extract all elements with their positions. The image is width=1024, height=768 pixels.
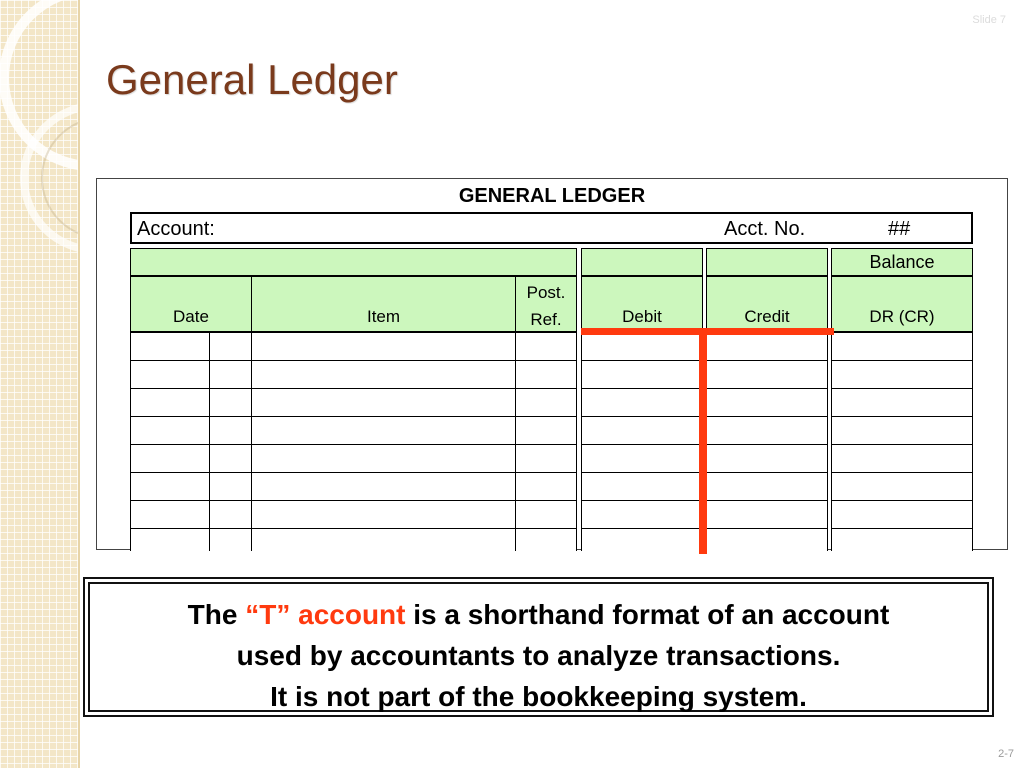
header-item-label: Item xyxy=(366,307,401,326)
callout-line1-post: is a shorthand format of an account xyxy=(405,599,890,630)
callout-line3: It is not part of the bookkeeping system. xyxy=(270,681,807,712)
cell-balance xyxy=(831,332,973,361)
header-post-ref-label xyxy=(516,279,576,333)
cell-date-month xyxy=(130,416,210,445)
cell-credit xyxy=(706,360,828,389)
cell-post-ref xyxy=(515,388,577,417)
cell-item xyxy=(251,416,516,445)
cell-balance xyxy=(831,500,973,529)
header-date-label: Date xyxy=(173,307,209,326)
cell-date-day xyxy=(209,528,252,551)
callout-line1-pre: The xyxy=(187,599,246,630)
cell-date-month xyxy=(130,360,210,389)
callout-line2: used by accountants to analyze transactions. xyxy=(236,640,841,671)
cell-debit xyxy=(581,360,703,389)
header-credit-label: Credit xyxy=(744,307,790,326)
cell-credit xyxy=(706,472,828,501)
ledger-grid xyxy=(97,179,1007,549)
decorative-circles xyxy=(0,0,78,768)
slide-title: General Ledger xyxy=(106,56,398,103)
header-debit-label: Debit xyxy=(622,307,662,326)
cell-item xyxy=(251,472,516,501)
page-number: 2-7 xyxy=(998,748,1014,760)
cell-balance xyxy=(831,360,973,389)
cell-balance xyxy=(831,472,973,501)
cell-item xyxy=(251,360,516,389)
callout-accent-term: “T” account xyxy=(245,599,406,630)
cell-debit xyxy=(581,444,703,473)
cell-credit xyxy=(706,444,828,473)
cell-credit xyxy=(706,500,828,529)
t-account-horizontal-bar xyxy=(581,328,834,335)
header-balance-label: DR (CR) xyxy=(869,307,935,326)
cell-date-month xyxy=(130,332,210,361)
cell-post-ref xyxy=(515,360,577,389)
cell-debit xyxy=(581,332,703,361)
callout-box xyxy=(83,577,994,717)
general-ledger-form xyxy=(96,178,1008,550)
cell-debit xyxy=(581,472,703,501)
cell-post-ref xyxy=(515,472,577,501)
cell-debit xyxy=(581,500,703,529)
cell-post-ref xyxy=(515,528,577,551)
cell-date-day xyxy=(209,472,252,501)
cell-post-ref xyxy=(515,500,577,529)
cell-post-ref xyxy=(515,332,577,361)
cell-date-day xyxy=(209,332,252,361)
balance-row-spacer xyxy=(130,248,577,276)
cell-date-month xyxy=(130,472,210,501)
cell-date-month xyxy=(130,388,210,417)
balance-label-cell xyxy=(831,248,973,276)
ledger-heading: GENERAL LEDGER xyxy=(458,185,646,207)
cell-date-month xyxy=(130,500,210,529)
header-date xyxy=(130,276,252,332)
header-item xyxy=(251,276,516,332)
t-account-vertical-bar xyxy=(699,332,707,554)
cell-balance xyxy=(831,444,973,473)
cell-date-day xyxy=(209,444,252,473)
cell-date-day xyxy=(209,416,252,445)
cell-credit xyxy=(706,332,828,361)
header-debit xyxy=(581,276,703,332)
balance-row-credit-spacer xyxy=(706,248,828,276)
cell-balance xyxy=(831,528,973,551)
acct-no-label: Acct. No. xyxy=(724,218,806,240)
balance-label: Balance xyxy=(869,252,935,272)
callout-text xyxy=(90,594,987,717)
post-ref-line2: Ref. xyxy=(530,310,562,329)
cell-balance xyxy=(831,388,973,417)
cell-post-ref xyxy=(515,416,577,445)
callout-inner-border xyxy=(88,582,989,712)
cell-item xyxy=(251,388,516,417)
cell-credit xyxy=(706,528,828,551)
cell-debit xyxy=(581,528,703,551)
cell-balance xyxy=(831,416,973,445)
cell-date-day xyxy=(209,360,252,389)
account-label: Account: xyxy=(137,218,215,240)
cell-debit xyxy=(581,388,703,417)
cell-item xyxy=(251,500,516,529)
slide-number: Slide 7 xyxy=(972,14,1006,26)
cell-credit xyxy=(706,416,828,445)
cell-item xyxy=(251,528,516,551)
cell-date-day xyxy=(209,500,252,529)
decorative-side-strip xyxy=(0,0,80,768)
header-balance xyxy=(831,276,973,332)
balance-row-debit-spacer xyxy=(581,248,703,276)
cell-item xyxy=(251,444,516,473)
cell-date-day xyxy=(209,388,252,417)
cell-date-month xyxy=(130,528,210,551)
cell-item xyxy=(251,332,516,361)
cell-date-month xyxy=(130,444,210,473)
acct-no-value: ## xyxy=(888,218,911,240)
post-ref-line1: Post. xyxy=(526,283,566,302)
cell-post-ref xyxy=(515,444,577,473)
cell-credit xyxy=(706,388,828,417)
header-post-ref xyxy=(515,276,577,332)
header-credit xyxy=(706,276,828,332)
callout-line1 xyxy=(90,594,987,635)
cell-debit xyxy=(581,416,703,445)
